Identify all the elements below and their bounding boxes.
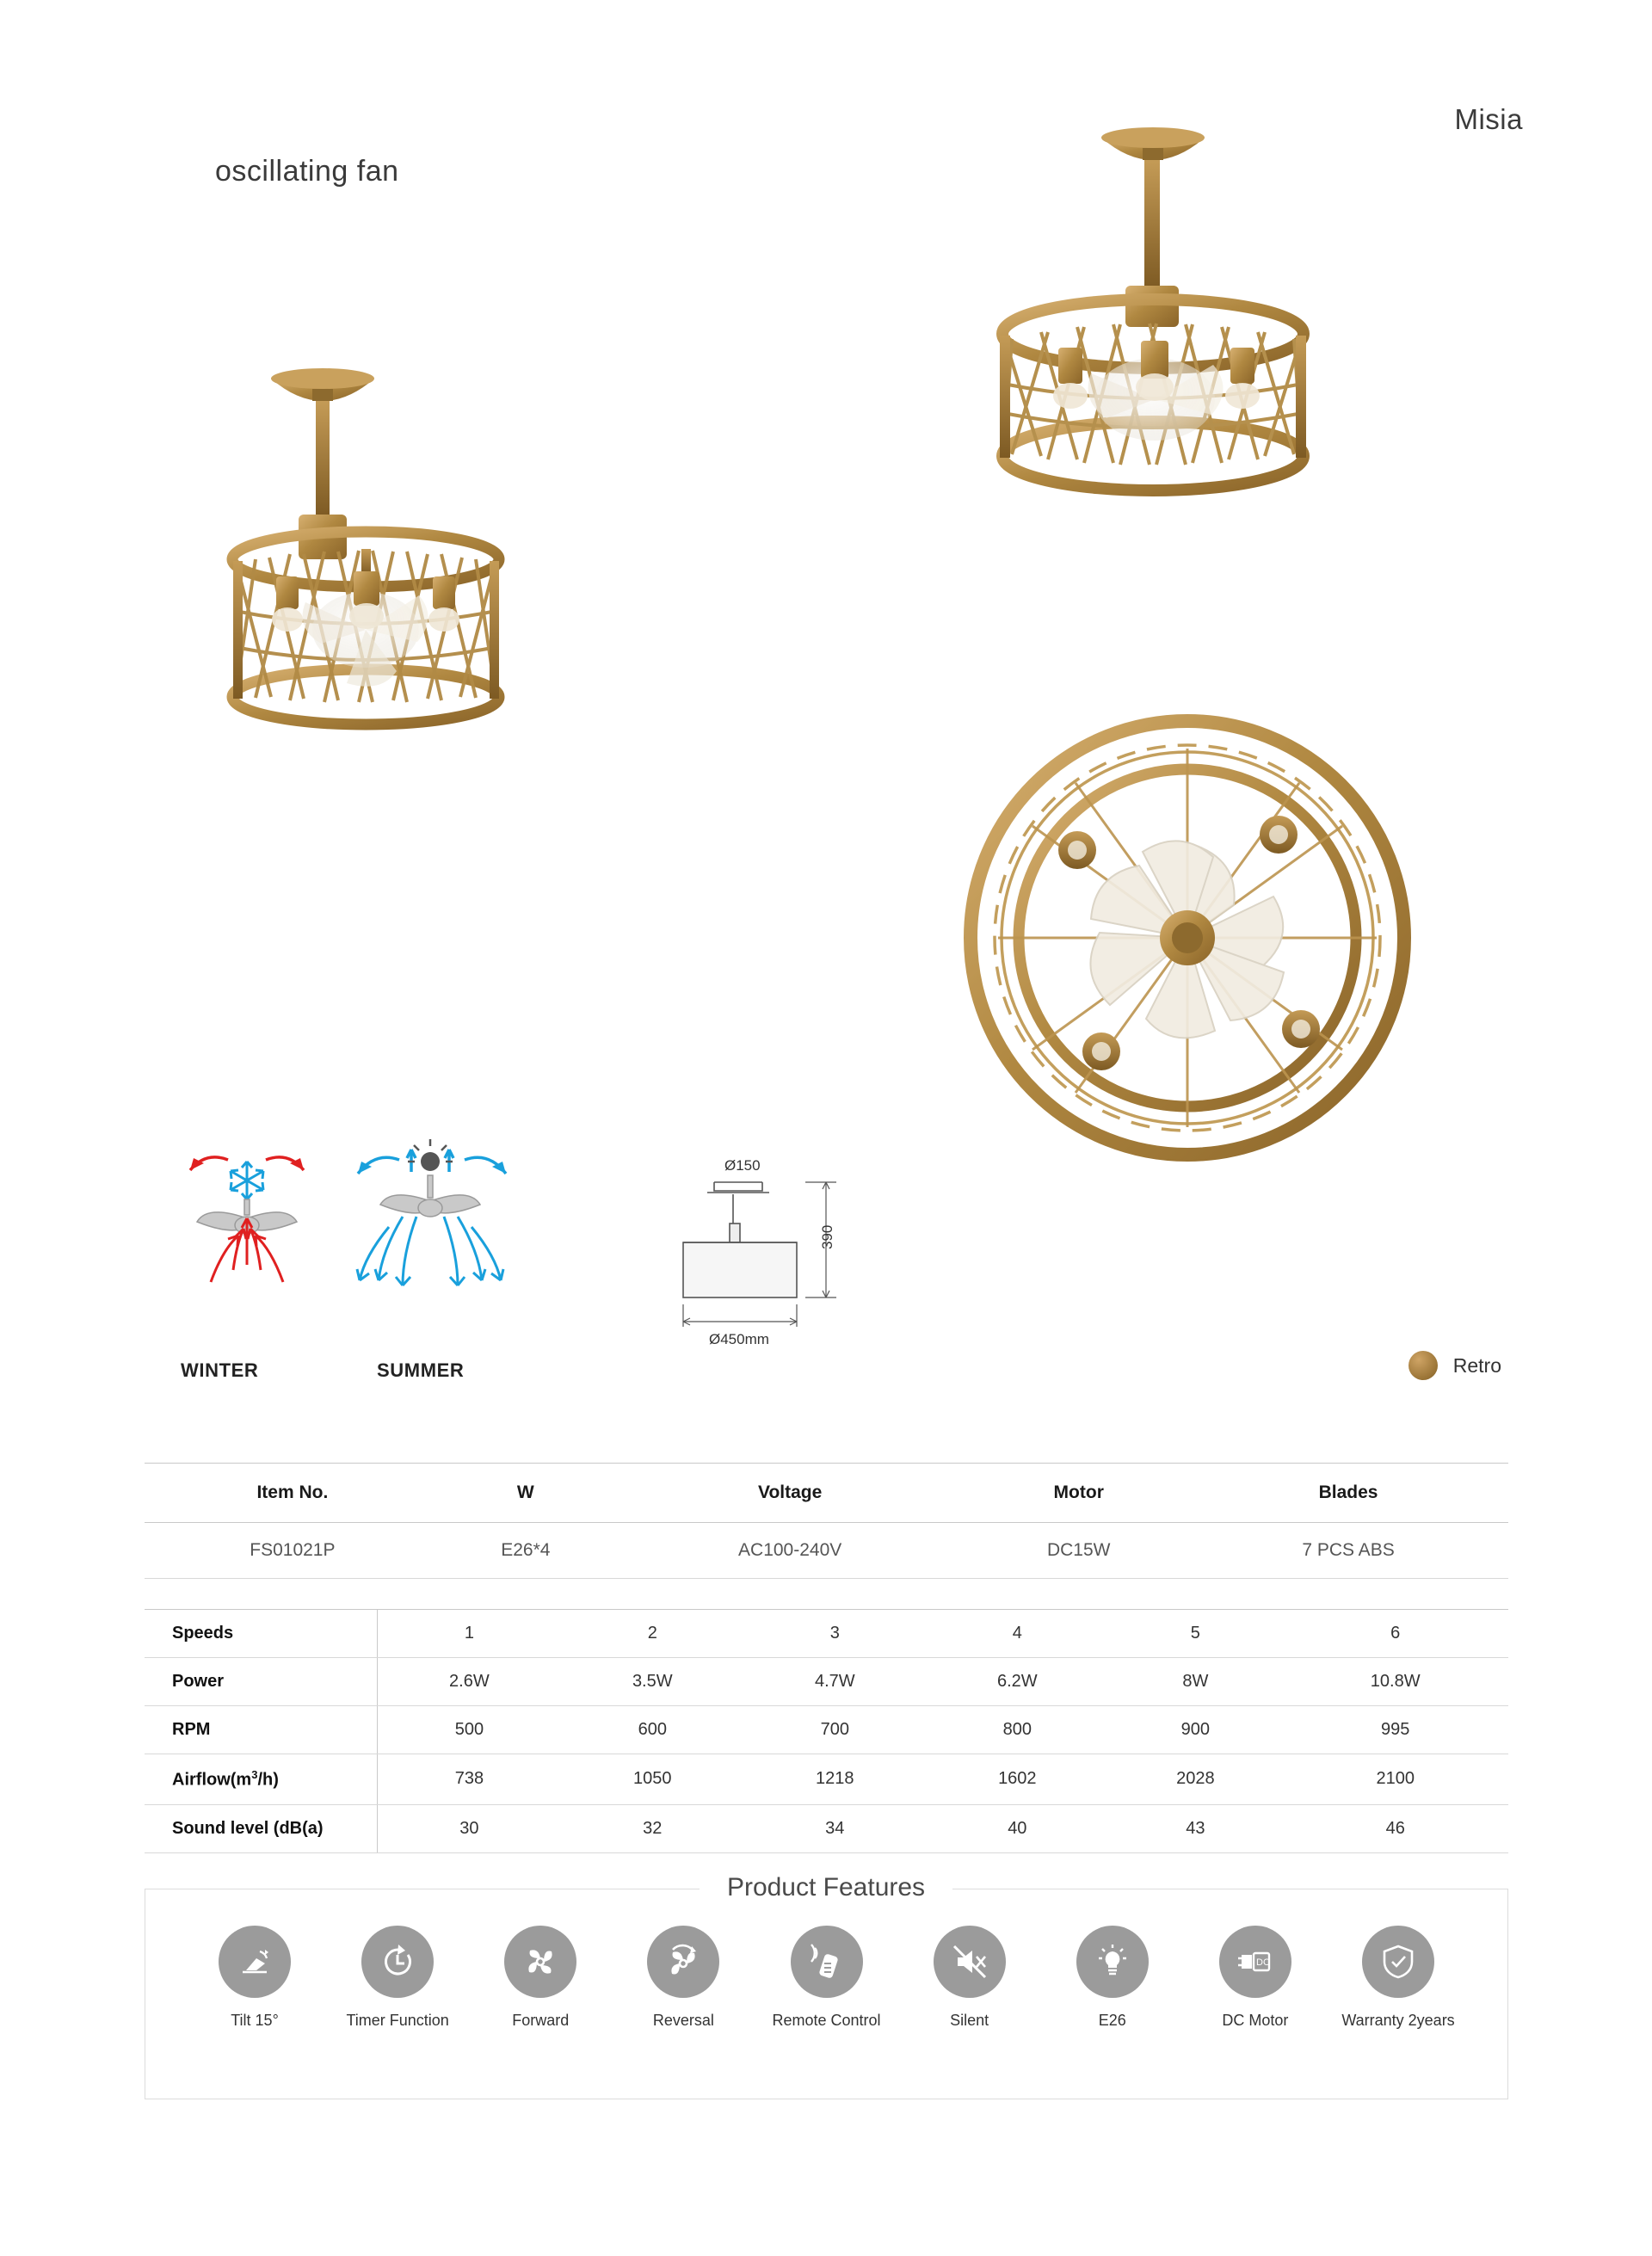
col-header-item-no: Item No. <box>145 1464 441 1523</box>
cell-rpm-5: 900 <box>1108 1706 1282 1754</box>
tilt-icon <box>219 1926 291 1998</box>
specification-table <box>145 1463 1508 1579</box>
feature-timer <box>333 1926 462 2030</box>
finish-label: Retro <box>1452 1353 1501 1377</box>
feature-silent <box>905 1926 1034 2030</box>
cell-sound-6: 46 <box>1282 1804 1508 1852</box>
product-photo-front <box>219 327 753 946</box>
product-features-panel <box>145 1889 1508 2099</box>
dim-height: 390 <box>819 1224 835 1249</box>
features-title: Product Features <box>700 1873 952 1902</box>
row-label-power: Power <box>145 1658 377 1706</box>
feature-label: Timer Function <box>346 2012 449 2029</box>
col-header-blades: Blades <box>1188 1464 1508 1523</box>
cell-speeds-6: 6 <box>1282 1610 1508 1658</box>
cell-airflow-5: 2028 <box>1108 1754 1282 1805</box>
feature-warranty <box>1334 1926 1463 2030</box>
row-label-speeds: Speeds <box>145 1610 377 1658</box>
dim-bottom-diameter: Ø450mm <box>709 1331 769 1347</box>
col-header-voltage: Voltage <box>611 1464 969 1523</box>
winter-label: WINTER <box>181 1359 259 1381</box>
performance-table <box>145 1609 1508 1853</box>
dc-motor-icon <box>1219 1926 1291 1998</box>
page-title: oscillating fan <box>215 155 399 188</box>
svg-text:DC: DC <box>1255 1957 1270 1968</box>
feature-label: Forward <box>512 2012 570 2029</box>
airflow-diagrams <box>159 1136 607 1385</box>
cell-power-2: 3.5W <box>561 1658 743 1706</box>
cell-blades: 7 PCS ABS <box>1188 1523 1508 1579</box>
cell-speeds-2: 2 <box>561 1610 743 1658</box>
product-photo-underside <box>964 714 1411 1162</box>
remote-control-icon <box>791 1926 863 1998</box>
silent-icon <box>934 1926 1006 1998</box>
reversal-fan-icon <box>647 1926 719 1998</box>
table-row <box>145 1610 1508 1658</box>
product-photo-angled <box>929 103 1411 654</box>
summer-label: SUMMER <box>377 1359 465 1381</box>
table-row <box>145 1706 1508 1754</box>
finish-color-dot <box>1409 1351 1438 1380</box>
cell-rpm-6: 995 <box>1282 1706 1508 1754</box>
cell-power-3: 4.7W <box>743 1658 926 1706</box>
feature-tilt <box>190 1926 319 2030</box>
cell-power-5: 8W <box>1108 1658 1282 1706</box>
row-label-rpm: RPM <box>145 1706 377 1754</box>
feature-dc-motor <box>1191 1926 1320 2030</box>
feature-remote-control <box>762 1926 891 2030</box>
timer-icon <box>361 1926 434 1998</box>
summer-diagram <box>357 1139 506 1285</box>
cell-airflow-2: 1050 <box>561 1754 743 1805</box>
col-header-motor: Motor <box>969 1464 1188 1523</box>
feature-e26 <box>1048 1926 1177 2030</box>
cell-speeds-4: 4 <box>926 1610 1108 1658</box>
cell-voltage: AC100-240V <box>611 1523 969 1579</box>
cell-rpm-2: 600 <box>561 1706 743 1754</box>
cell-speeds-5: 5 <box>1108 1610 1282 1658</box>
table-header-row <box>145 1464 1508 1523</box>
cell-sound-1: 30 <box>377 1804 561 1852</box>
cell-sound-5: 43 <box>1108 1804 1282 1852</box>
cell-sound-3: 34 <box>743 1804 926 1852</box>
cell-airflow-6: 2100 <box>1282 1754 1508 1805</box>
feature-label: E26 <box>1098 2012 1126 2029</box>
cell-power-4: 6.2W <box>926 1658 1108 1706</box>
row-label-sound-level: Sound level (dB(a) <box>145 1804 377 1852</box>
brand-name: Misia <box>1454 103 1523 135</box>
table-row <box>145 1754 1508 1805</box>
winter-diagram <box>190 1157 304 1282</box>
feature-reversal <box>619 1926 748 2030</box>
feature-label: DC Motor <box>1222 2012 1289 2029</box>
table-row <box>145 1804 1508 1852</box>
cell-airflow-4: 1602 <box>926 1754 1108 1805</box>
cell-rpm-4: 800 <box>926 1706 1108 1754</box>
cell-power-1: 2.6W <box>377 1658 561 1706</box>
cell-speeds-3: 3 <box>743 1610 926 1658</box>
dimension-drawing <box>654 1153 878 1385</box>
cell-power-6: 10.8W <box>1282 1658 1508 1706</box>
row-label-airflow: $Airflow(m^3/h)$ <box>145 1754 377 1805</box>
feature-label: Reversal <box>652 2012 714 2029</box>
cell-item-no: FS01021P <box>145 1523 441 1579</box>
cell-speeds-1: 1 <box>377 1610 561 1658</box>
finish-swatch <box>1409 1351 1501 1380</box>
feature-label: Tilt 15° <box>231 2012 279 2029</box>
cell-sound-4: 40 <box>926 1804 1108 1852</box>
feature-label: Warranty 2years <box>1341 2012 1455 2029</box>
cell-airflow-3: 1218 <box>743 1754 926 1805</box>
cell-airflow-1: 738 <box>377 1754 561 1805</box>
table-row <box>145 1523 1508 1579</box>
table-row <box>145 1658 1508 1706</box>
col-header-w: W <box>441 1464 611 1523</box>
feature-label: Silent <box>950 2012 989 2029</box>
forward-fan-icon <box>504 1926 576 1998</box>
feature-forward <box>476 1926 605 2030</box>
cell-sound-2: 32 <box>561 1804 743 1852</box>
cell-w: E26*4 <box>441 1523 611 1579</box>
cell-rpm-1: 500 <box>377 1706 561 1754</box>
feature-label: Remote Control <box>772 2012 881 2029</box>
cell-rpm-3: 700 <box>743 1706 926 1754</box>
cell-motor: DC15W <box>969 1523 1188 1579</box>
bulb-icon <box>1076 1926 1149 1998</box>
dim-top-diameter: Ø150 <box>724 1157 761 1174</box>
warranty-shield-icon <box>1362 1926 1434 1998</box>
